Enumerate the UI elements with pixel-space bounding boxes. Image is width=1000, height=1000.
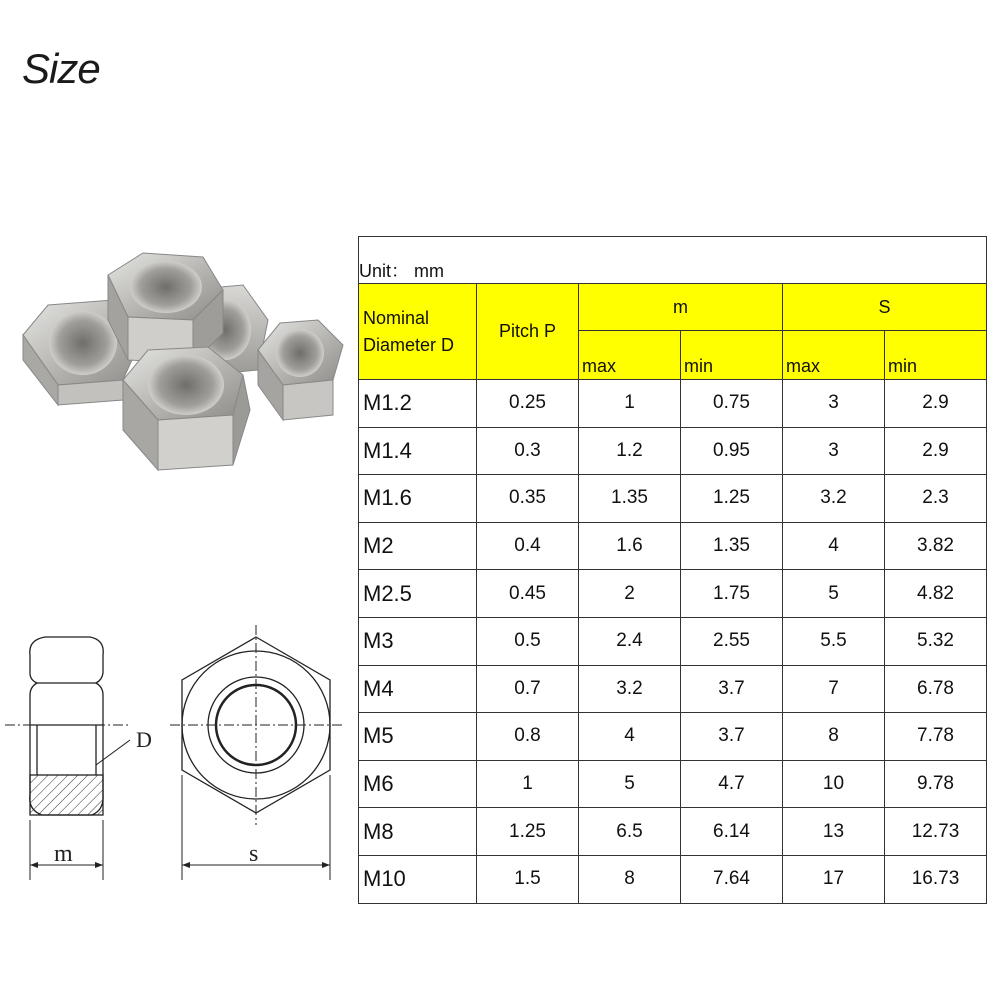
cell-s-max: 4 (783, 522, 885, 570)
nut-front (123, 347, 250, 470)
table-row (359, 760, 987, 808)
table-row (359, 522, 987, 570)
table-row (359, 808, 987, 856)
cell-nominal: M2.5 (359, 570, 477, 618)
cell-s-max: 3 (783, 427, 885, 475)
cell-pitch: 0.8 (477, 713, 579, 761)
cell-s-min: 5.32 (885, 617, 987, 665)
cell-nominal: M6 (359, 760, 477, 808)
cell-m-max: 1.6 (579, 522, 681, 570)
cell-s-max: 10 (783, 760, 885, 808)
cell-s-min: 3.82 (885, 522, 987, 570)
label-m: m (54, 841, 73, 867)
cell-pitch: 1 (477, 760, 579, 808)
cell-s-min: 2.9 (885, 427, 987, 475)
size-table (358, 236, 987, 904)
cell-m-min: 4.7 (681, 760, 783, 808)
cell-pitch: 0.25 (477, 380, 579, 428)
cell-m-min: 6.14 (681, 808, 783, 856)
cell-m-max: 8 (579, 855, 681, 903)
unit-label: Unit： mm (359, 237, 987, 284)
table-row (359, 617, 987, 665)
label-s: s (249, 841, 259, 867)
cell-s-max: 13 (783, 808, 885, 856)
cell-m-min: 0.95 (681, 427, 783, 475)
cell-s-min: 7.78 (885, 713, 987, 761)
header-m-max: max (579, 331, 681, 380)
cell-m-max: 5 (579, 760, 681, 808)
cell-s-min: 2.3 (885, 475, 987, 523)
header-nominal-diameter: Nominal Diameter D (359, 284, 477, 380)
cell-s-max: 7 (783, 665, 885, 713)
header-s-max: max (783, 331, 885, 380)
cell-m-min: 3.7 (681, 713, 783, 761)
cell-pitch: 0.4 (477, 522, 579, 570)
cell-nominal: M4 (359, 665, 477, 713)
cell-nominal: M8 (359, 808, 477, 856)
cell-nominal: M3 (359, 617, 477, 665)
cell-m-max: 1 (579, 380, 681, 428)
label-d: D (136, 727, 152, 752)
cell-pitch: 0.7 (477, 665, 579, 713)
table-row (359, 475, 987, 523)
header-s-min: min (885, 331, 987, 380)
cell-s-max: 3.2 (783, 475, 885, 523)
cell-nominal: M1.2 (359, 380, 477, 428)
nut-top (108, 253, 223, 363)
cell-m-max: 3.2 (579, 665, 681, 713)
cell-pitch: 0.5 (477, 617, 579, 665)
cell-m-max: 2 (579, 570, 681, 618)
cell-pitch: 0.3 (477, 427, 579, 475)
hex-nuts-photo (18, 245, 348, 490)
cell-m-min: 1.75 (681, 570, 783, 618)
cell-pitch: 1.5 (477, 855, 579, 903)
cell-m-min: 1.35 (681, 522, 783, 570)
header-m-min: min (681, 331, 783, 380)
cell-m-max: 4 (579, 713, 681, 761)
cell-nominal: M10 (359, 855, 477, 903)
cell-m-min: 1.25 (681, 475, 783, 523)
table-row (359, 380, 987, 428)
cell-pitch: 0.45 (477, 570, 579, 618)
cell-s-min: 6.78 (885, 665, 987, 713)
cell-nominal: M5 (359, 713, 477, 761)
cell-pitch: 0.35 (477, 475, 579, 523)
cell-m-max: 2.4 (579, 617, 681, 665)
header-s: S (783, 284, 987, 331)
cell-s-min: 16.73 (885, 855, 987, 903)
table-row (359, 855, 987, 903)
cell-m-max: 6.5 (579, 808, 681, 856)
cell-s-max: 5.5 (783, 617, 885, 665)
cell-s-min: 12.73 (885, 808, 987, 856)
cell-s-max: 5 (783, 570, 885, 618)
page-title: Size (22, 45, 100, 92)
nut-technical-drawing (0, 625, 350, 885)
cell-m-min: 7.64 (681, 855, 783, 903)
header-pitch: Pitch P (477, 284, 579, 380)
header-m: m (579, 284, 783, 331)
cell-m-min: 3.7 (681, 665, 783, 713)
cell-s-max: 8 (783, 713, 885, 761)
cell-m-min: 2.55 (681, 617, 783, 665)
cell-nominal: M1.4 (359, 427, 477, 475)
table-row (359, 713, 987, 761)
cell-nominal: M1.6 (359, 475, 477, 523)
table-row (359, 427, 987, 475)
cell-s-max: 3 (783, 380, 885, 428)
cell-s-max: 17 (783, 855, 885, 903)
nut-right (258, 320, 343, 420)
d-leader (96, 740, 130, 765)
cell-s-min: 4.82 (885, 570, 987, 618)
cell-m-max: 1.2 (579, 427, 681, 475)
cell-s-min: 9.78 (885, 760, 987, 808)
side-view (30, 637, 103, 815)
cell-nominal: M2 (359, 522, 477, 570)
table-row (359, 570, 987, 618)
cell-pitch: 1.25 (477, 808, 579, 856)
cell-m-max: 1.35 (579, 475, 681, 523)
cell-m-min: 0.75 (681, 380, 783, 428)
table-row (359, 665, 987, 713)
cell-s-min: 2.9 (885, 380, 987, 428)
